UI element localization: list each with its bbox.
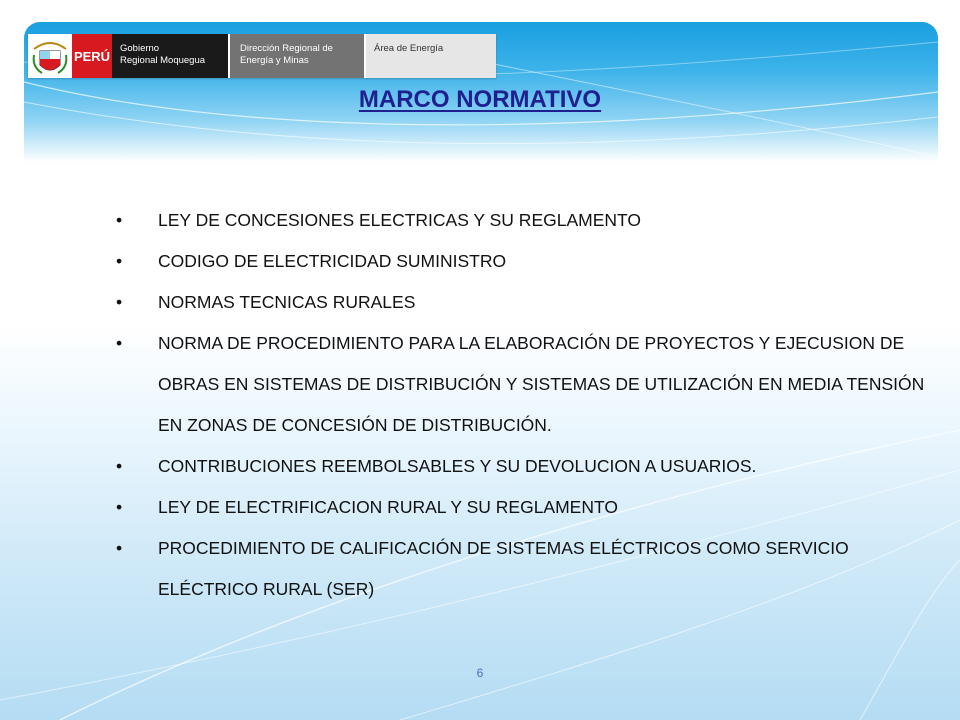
list-item-text: NORMA DE PROCEDIMIENTO PARA LA ELABORACIÓN DE PROYECTOS Y EJECUSION DE OBRAS EN SISTEMAS DE DISTRIBUCIÓN Y SISTEMAS DE UTILIZACIÓN EN MEDIA TENSIÓN EN ZONAS DE CONCESIÓN DE DISTRIBUCIÓN. [158, 333, 925, 435]
direccion-line-1: Dirección Regional de [240, 43, 333, 54]
list-item [112, 323, 942, 446]
list-item-text: LEY DE CONCESIONES ELECTRICAS Y SU REGLAMENTO [158, 210, 642, 230]
bullet: • [116, 210, 123, 230]
normative-list [112, 200, 942, 610]
area-energia-label: Área de Energía [364, 34, 496, 78]
page-number: 6 [476, 666, 484, 680]
list-item-text: PROCEDIMIENTO DE CALIFICACIÓN DE SISTEMAS ELÉCTRICOS COMO SERVICIO ELÉCTRICO RURAL (SER) [158, 538, 849, 599]
list-item [112, 200, 942, 241]
peru-coat-of-arms-icon [28, 34, 72, 78]
bullet: • [116, 292, 123, 312]
list-item [112, 241, 942, 282]
list-item-text: NORMAS TECNICAS RURALES [158, 292, 416, 312]
gobierno-line-1: Gobierno [120, 43, 160, 54]
list-item [112, 487, 942, 528]
bullet: • [116, 497, 123, 517]
gobierno-line-2: Regional Moquegua [120, 55, 206, 66]
page-title [0, 86, 960, 114]
gobierno-regional-label [112, 34, 228, 78]
list-item [112, 446, 942, 487]
direccion-regional-label [228, 34, 364, 78]
peru-label: PERÚ [72, 34, 112, 78]
direccion-line-2: Energía y Minas [240, 55, 309, 66]
list-item-text: CODIGO DE ELECTRICIDAD SUMINISTRO [158, 251, 507, 271]
institution-header [28, 34, 496, 78]
list-item-text: CONTRIBUCIONES REEMBOLSABLES Y SU DEVOLUCION A USUARIOS. [158, 456, 757, 476]
list-item [112, 282, 942, 323]
bullet: • [116, 538, 123, 558]
list-item [112, 528, 942, 610]
page-title-text: MARCO NORMATIVO [358, 86, 602, 113]
bullet: • [116, 251, 123, 271]
bullet: • [116, 456, 123, 476]
list-item-text: LEY DE ELECTRIFICACION RURAL Y SU REGLAMENTO [158, 497, 618, 517]
bullet: • [116, 333, 123, 353]
